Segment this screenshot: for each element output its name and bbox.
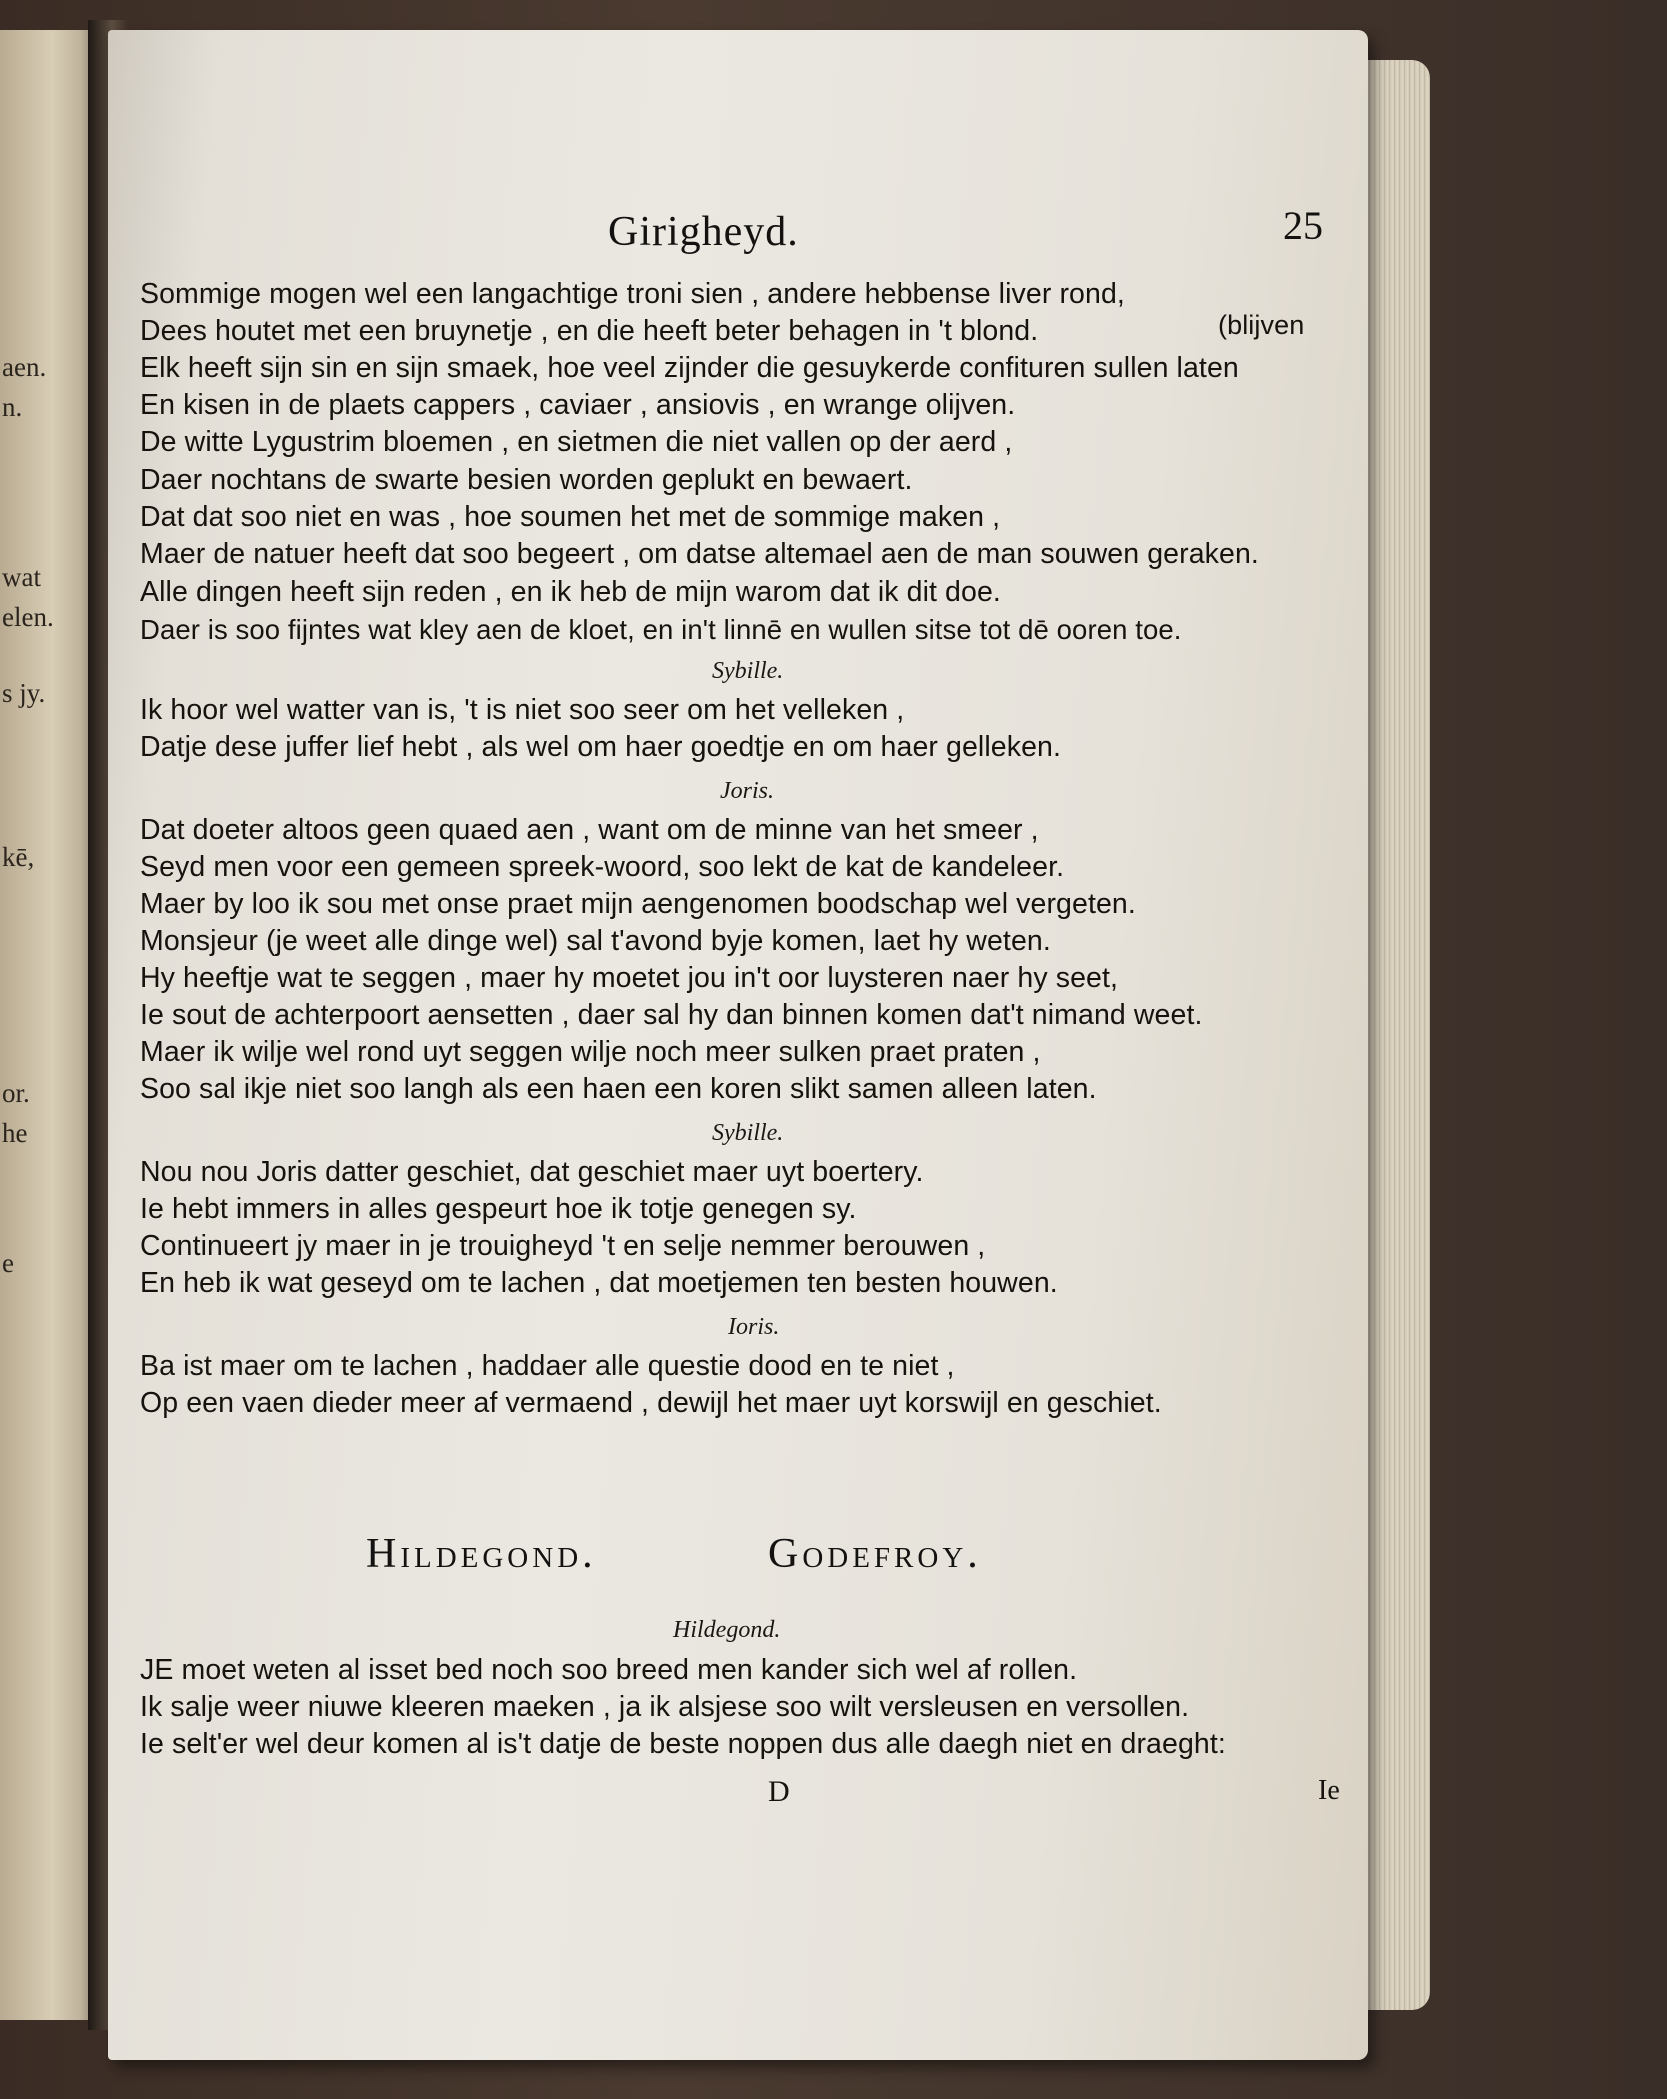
scene-heading bbox=[108, 1530, 1368, 1590]
verse-line: Ik salje weer niuwe kleeren maeken , ja ik alsjese soo wilt versleusen en versollen. bbox=[140, 1691, 1190, 1723]
page-edges bbox=[1360, 60, 1430, 2010]
speaker-name: Sybille. bbox=[712, 658, 784, 684]
left-page-fragment: e bbox=[2, 1248, 14, 1278]
verse-line: De witte Lygustrim bloemen , en sietmen die niet vallen op der aerd , bbox=[140, 426, 1013, 458]
verse-line: Seyd men voor een gemeen spreek-woord, soo lekt de kat de kandeleer. bbox=[140, 851, 1065, 883]
verse-line: Ik hoor wel watter van is, 't is niet soo seer om het velleken , bbox=[140, 694, 905, 726]
left-page-fragment: wat bbox=[2, 562, 41, 592]
verse-line: Sommige mogen wel een langachtige troni sien , andere hebbense liver rond, bbox=[140, 278, 1125, 310]
verse-line: Nou nou Joris datter geschiet, dat geschiet maer uyt boertery. bbox=[140, 1156, 924, 1188]
left-page-fragment: elen. bbox=[2, 602, 54, 632]
left-page-fragment: he bbox=[2, 1118, 28, 1148]
verse-line: En kisen in de plaets cappers , caviaer , ansiovis , en wrange olijven. bbox=[140, 389, 1016, 421]
page-footer bbox=[108, 1775, 1368, 1815]
verse-line: Monsjeur (je weet alle dinge wel) sal t'avond byje komen, laet hy weten. bbox=[140, 925, 1051, 957]
verse-line: Maer by loo ik sou met onse praet mijn aengenomen boodschap wel vergeten. bbox=[140, 888, 1136, 920]
verse-line: Datje dese juffer lief hebt , als wel om haer goedtje en om haer gelleken. bbox=[140, 731, 1061, 763]
verse-line: Dat doeter altoos geen quaed aen , want om de minne van het smeer , bbox=[140, 814, 1039, 846]
verse-line: Alle dingen heeft sijn reden , en ik heb de mijn warom dat ik dit doe. bbox=[140, 576, 1001, 608]
left-page-fragment: or. bbox=[2, 1078, 30, 1108]
book-page bbox=[108, 30, 1368, 2060]
verse-line: Dat dat soo niet en was , hoe soumen het met de sommige maken , bbox=[140, 501, 1001, 533]
speaker-name: Ioris. bbox=[728, 1314, 780, 1340]
verse-line: Maer de natuer heeft dat soo begeert , om datse altemael aen de man souwen geraken. bbox=[140, 538, 1259, 570]
speaker-name: Hildegond. bbox=[673, 1617, 781, 1643]
verse-line: Daer nochtans de swarte besien worden geplukt en bewaert. bbox=[140, 464, 913, 496]
verse-line: Ie hebt immers in alles gespeurt hoe ik totje genegen sy. bbox=[140, 1193, 857, 1225]
signature-mark: D bbox=[768, 1775, 790, 1808]
verse-line: Ba ist maer om te lachen , haddaer alle questie dood en te niet , bbox=[140, 1350, 955, 1382]
scene-heading-character: Hildegond. bbox=[366, 1531, 597, 1577]
verse-line: Daer is soo fijntes wat kley aen de kloet, en in't linnē en wullen sitse tot dē ooren toe. bbox=[140, 614, 1182, 645]
verse-line: Ie selt'er wel deur komen al is't datje de beste noppen dus alle daegh niet en draeght: bbox=[140, 1728, 1226, 1760]
catchword: Ie bbox=[1318, 1775, 1340, 1806]
verse-line: Continueert jy maer in je trouigheyd 't en selje nemmer berouwen , bbox=[140, 1230, 986, 1262]
left-page-fragment: s jy. bbox=[2, 678, 46, 708]
verse-line: En heb ik wat geseyd om te lachen , dat moetjemen ten besten houwen. bbox=[140, 1267, 1058, 1299]
verse-line: JE moet weten al isset bed noch soo breed men kander sich wel af rollen. bbox=[140, 1654, 1078, 1686]
left-page-fragment: aen. bbox=[2, 352, 47, 382]
speaker-name: Joris. bbox=[720, 778, 774, 804]
verse-line: Dees houtet met een bruynetje , en die heeft beter behagen in 't blond. bbox=[140, 315, 1039, 347]
verse-line: Elk heeft sijn sin en sijn smaek, hoe veel zijnder die gesuykerde confituren sullen laten bbox=[140, 352, 1239, 384]
speaker-name: Sybille. bbox=[712, 1120, 784, 1146]
scene-heading-character: Godefroy. bbox=[768, 1531, 982, 1577]
verse-line: Hy heeftje wat te seggen , maer hy moetet jou in't oor luysteren naer hy seet, bbox=[140, 962, 1119, 994]
left-page-fragment: kē, bbox=[2, 842, 35, 872]
verse-line: Ie sout de achterpoort aensetten , daer sal hy dan binnen komen dat't nimand weet. bbox=[140, 999, 1203, 1031]
left-page-fragment: n. bbox=[2, 392, 23, 422]
verse-turnover: (blijven bbox=[1218, 310, 1305, 340]
verse-line: Op een vaen dieder meer af vermaend , dewijl het maer uyt korswijl en geschiet. bbox=[140, 1387, 1162, 1419]
verse-line: Soo sal ikje niet soo langh als een haen een koren slikt samen alleen laten. bbox=[140, 1073, 1097, 1105]
running-head bbox=[108, 203, 1368, 258]
verse-line: Maer ik wilje wel rond uyt seggen wilje noch meer sulken praet praten , bbox=[140, 1036, 1041, 1068]
page-number: 25 bbox=[1283, 203, 1323, 248]
running-head-title: Girigheyd. bbox=[608, 209, 799, 255]
previous-page-edge bbox=[0, 30, 95, 2020]
